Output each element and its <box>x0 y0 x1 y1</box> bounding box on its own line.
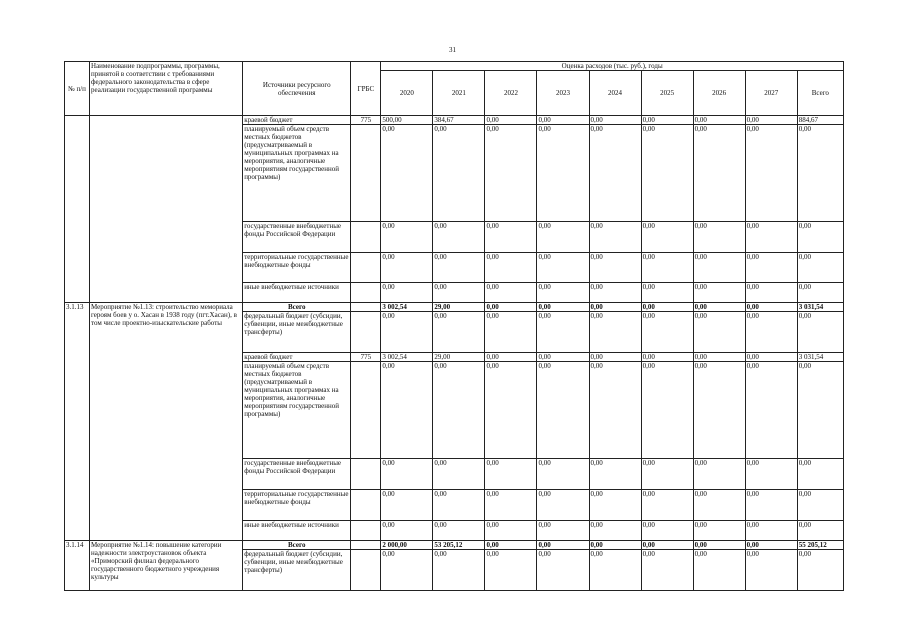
header-year: 2024 <box>589 71 641 116</box>
value-cell: 0,00 <box>641 303 693 312</box>
value-cell: 0,00 <box>641 222 693 253</box>
value-cell: 500,00 <box>381 116 433 125</box>
value-cell: 0,00 <box>641 521 693 541</box>
value-cell: 0,00 <box>797 312 843 353</box>
budget-table <box>64 61 844 591</box>
value-cell: 3 031,54 <box>797 353 843 362</box>
value-cell: 0,00 <box>641 550 693 591</box>
value-cell: 0,00 <box>693 303 745 312</box>
value-cell: 0,00 <box>433 459 485 490</box>
value-cell: 0,00 <box>745 116 797 125</box>
value-cell: 0,00 <box>537 222 589 253</box>
source-cell: планируемый объем средств местных бюджетов (предусматриваемый в муниципальных программах на мероприятия, аналогичные мероприятиям государственной программы) <box>243 362 351 459</box>
value-cell: 3 002,54 <box>381 353 433 362</box>
value-cell: 0,00 <box>641 253 693 283</box>
value-cell: 0,00 <box>381 490 433 521</box>
value-cell: 0,00 <box>589 283 641 303</box>
value-cell: 0,00 <box>745 312 797 353</box>
grbs-cell <box>351 490 381 521</box>
value-cell: 0,00 <box>797 253 843 283</box>
value-cell: 0,00 <box>381 459 433 490</box>
value-cell: 0,00 <box>693 312 745 353</box>
value-cell: 0,00 <box>693 116 745 125</box>
value-cell: 53 205,12 <box>433 541 485 550</box>
grbs-cell <box>351 521 381 541</box>
value-cell: 0,00 <box>797 521 843 541</box>
value-cell: 0,00 <box>693 521 745 541</box>
value-cell: 0,00 <box>745 521 797 541</box>
value-cell: 0,00 <box>485 253 537 283</box>
value-cell: 0,00 <box>381 222 433 253</box>
value-cell: 0,00 <box>693 353 745 362</box>
value-cell: 0,00 <box>485 490 537 521</box>
value-cell: 0,00 <box>537 521 589 541</box>
header-year: 2026 <box>693 71 745 116</box>
header-year: 2025 <box>641 71 693 116</box>
value-cell: 384,67 <box>433 116 485 125</box>
source-cell: иные внебюджетные источники <box>243 283 351 303</box>
value-cell: 0,00 <box>485 116 537 125</box>
value-cell: 0,00 <box>589 521 641 541</box>
value-cell: 0,00 <box>381 312 433 353</box>
value-cell: 0,00 <box>641 312 693 353</box>
value-cell: 0,00 <box>433 490 485 521</box>
header-name: Наименование подпрограммы, программы, принятой в соответствии с требованиями федерального законодательства в сфере реализации государственной программы <box>90 62 243 116</box>
value-cell: 0,00 <box>433 521 485 541</box>
value-cell: 0,00 <box>745 541 797 550</box>
value-cell: 0,00 <box>589 459 641 490</box>
value-cell: 0,00 <box>745 253 797 283</box>
table-row <box>65 116 844 125</box>
grbs-cell <box>351 253 381 283</box>
value-cell: 0,00 <box>693 550 745 591</box>
value-cell: 0,00 <box>381 283 433 303</box>
value-cell: 0,00 <box>485 459 537 490</box>
value-cell: 0,00 <box>537 353 589 362</box>
value-cell: 0,00 <box>381 521 433 541</box>
value-cell: 0,00 <box>745 362 797 459</box>
source-cell: федеральный бюджет (субсидии, субвенции, иные межбюджетные трансферты) <box>243 312 351 353</box>
source-cell: краевой бюджет <box>243 353 351 362</box>
source-cell: территориальные государственные внебюджетные фонды <box>243 253 351 283</box>
source-cell: государственные внебюджетные фонды Российской Федерации <box>243 459 351 490</box>
value-cell: 0,00 <box>485 312 537 353</box>
header-estimate: Оценка расходов (тыс. руб.), годы <box>381 62 844 71</box>
grbs-cell <box>351 125 381 222</box>
value-cell: 0,00 <box>381 253 433 283</box>
value-cell: 0,00 <box>745 490 797 521</box>
grbs-cell <box>351 541 381 550</box>
value-cell: 0,00 <box>485 125 537 222</box>
value-cell: 0,00 <box>537 490 589 521</box>
value-cell: 0,00 <box>433 550 485 591</box>
header-total: Всего <box>797 71 843 116</box>
grbs-cell <box>351 550 381 591</box>
value-cell: 29,00 <box>433 353 485 362</box>
value-cell: 0,00 <box>485 353 537 362</box>
grbs-cell: 775 <box>351 116 381 125</box>
value-cell: 0,00 <box>797 490 843 521</box>
value-cell: 0,00 <box>589 490 641 521</box>
value-cell: 0,00 <box>797 362 843 459</box>
value-cell: 0,00 <box>745 303 797 312</box>
grbs-cell <box>351 303 381 312</box>
value-cell: 3 031,54 <box>797 303 843 312</box>
value-cell: 0,00 <box>485 550 537 591</box>
value-cell: 0,00 <box>693 490 745 521</box>
value-cell: 0,00 <box>797 222 843 253</box>
header-grbs: ГРБС <box>351 62 381 116</box>
header-year: 2023 <box>537 71 589 116</box>
value-cell: 0,00 <box>589 253 641 283</box>
row-name: Мероприятие №1.13: строительство мемориала героям боев у о. Хасан в 1938 году (пгт.Хасан), в том числе проектно-изыскательские работы <box>90 303 243 541</box>
value-cell: 0,00 <box>693 459 745 490</box>
grbs-cell <box>351 312 381 353</box>
value-cell: 0,00 <box>693 541 745 550</box>
value-cell: 0,00 <box>589 353 641 362</box>
value-cell: 2 000,00 <box>381 541 433 550</box>
header-no: № п/п <box>65 62 90 116</box>
value-cell: 0,00 <box>485 362 537 459</box>
header-year: 2027 <box>745 71 797 116</box>
value-cell: 0,00 <box>693 222 745 253</box>
value-cell: 0,00 <box>433 362 485 459</box>
value-cell: 0,00 <box>745 283 797 303</box>
value-cell: 0,00 <box>537 362 589 459</box>
value-cell: 0,00 <box>745 125 797 222</box>
value-cell: 0,00 <box>745 353 797 362</box>
value-cell: 0,00 <box>381 125 433 222</box>
value-cell: 0,00 <box>641 490 693 521</box>
value-cell: 0,00 <box>589 362 641 459</box>
value-cell: 0,00 <box>693 362 745 459</box>
value-cell: 0,00 <box>589 541 641 550</box>
value-cell: 0,00 <box>433 125 485 222</box>
value-cell: 0,00 <box>537 125 589 222</box>
source-cell: иные внебюджетные источники <box>243 521 351 541</box>
value-cell: 0,00 <box>745 222 797 253</box>
row-name: Мероприятие №1.14: повышение категории надежности электроустановок объекта «Приморский филиал федерального государственного бюджетного учреждения культуры <box>90 541 243 591</box>
value-cell: 0,00 <box>381 550 433 591</box>
value-cell: 0,00 <box>433 312 485 353</box>
value-cell: 0,00 <box>537 459 589 490</box>
value-cell: 0,00 <box>485 541 537 550</box>
row-name <box>90 116 243 303</box>
value-cell: 884,67 <box>797 116 843 125</box>
value-cell: 0,00 <box>745 550 797 591</box>
value-cell: 0,00 <box>641 116 693 125</box>
value-cell: 55 205,12 <box>797 541 843 550</box>
header-year: 2021 <box>433 71 485 116</box>
value-cell: 0,00 <box>485 222 537 253</box>
value-cell: 0,00 <box>797 125 843 222</box>
value-cell: 0,00 <box>641 459 693 490</box>
value-cell: 0,00 <box>433 253 485 283</box>
source-cell: планируемый объем средств местных бюджетов (предусматриваемый в муниципальных программах на мероприятия, аналогичные мероприятиям государственной программы) <box>243 125 351 222</box>
value-cell: 0,00 <box>641 362 693 459</box>
value-cell: 0,00 <box>641 283 693 303</box>
page-number: 31 <box>449 46 456 54</box>
value-cell: 0,00 <box>537 541 589 550</box>
value-cell: 0,00 <box>537 283 589 303</box>
source-cell: территориальные государственные внебюджетные фонды <box>243 490 351 521</box>
value-cell: 0,00 <box>485 521 537 541</box>
value-cell: 29,00 <box>433 303 485 312</box>
grbs-cell <box>351 459 381 490</box>
source-cell: государственные внебюджетные фонды Российской Федерации <box>243 222 351 253</box>
value-cell: 0,00 <box>537 253 589 283</box>
value-cell: 0,00 <box>589 312 641 353</box>
value-cell: 0,00 <box>797 283 843 303</box>
value-cell: 0,00 <box>589 116 641 125</box>
value-cell: 0,00 <box>537 303 589 312</box>
value-cell: 3 002,54 <box>381 303 433 312</box>
grbs-cell <box>351 283 381 303</box>
value-cell: 0,00 <box>745 459 797 490</box>
value-cell: 0,00 <box>433 222 485 253</box>
value-cell: 0,00 <box>641 541 693 550</box>
value-cell: 0,00 <box>485 303 537 312</box>
value-cell: 0,00 <box>641 125 693 222</box>
value-cell: 0,00 <box>693 253 745 283</box>
grbs-cell: 775 <box>351 353 381 362</box>
source-cell: федеральный бюджет (субсидии, субвенции, иные межбюджетные трансферты) <box>243 550 351 591</box>
grbs-cell <box>351 362 381 459</box>
value-cell: 0,00 <box>537 550 589 591</box>
header-year: 2020 <box>381 71 433 116</box>
value-cell: 0,00 <box>485 283 537 303</box>
value-cell: 0,00 <box>381 362 433 459</box>
value-cell: 0,00 <box>589 303 641 312</box>
table-row <box>65 303 844 312</box>
value-cell: 0,00 <box>589 222 641 253</box>
value-cell: 0,00 <box>537 312 589 353</box>
table-row <box>65 541 844 550</box>
grbs-cell <box>351 222 381 253</box>
value-cell: 0,00 <box>641 353 693 362</box>
header-source: Источники ресурсного обеспечения <box>243 62 351 116</box>
value-cell: 0,00 <box>589 125 641 222</box>
value-cell: 0,00 <box>797 459 843 490</box>
header-year: 2022 <box>485 71 537 116</box>
source-cell: краевой бюджет <box>243 116 351 125</box>
source-cell: Всего <box>243 541 351 550</box>
row-no: 3.1.14 <box>65 541 90 591</box>
value-cell: 0,00 <box>693 283 745 303</box>
value-cell: 0,00 <box>797 550 843 591</box>
source-cell: Всего <box>243 303 351 312</box>
value-cell: 0,00 <box>589 550 641 591</box>
value-cell: 0,00 <box>537 116 589 125</box>
value-cell: 0,00 <box>433 283 485 303</box>
row-no: 3.1.13 <box>65 303 90 541</box>
value-cell: 0,00 <box>693 125 745 222</box>
row-no <box>65 116 90 303</box>
